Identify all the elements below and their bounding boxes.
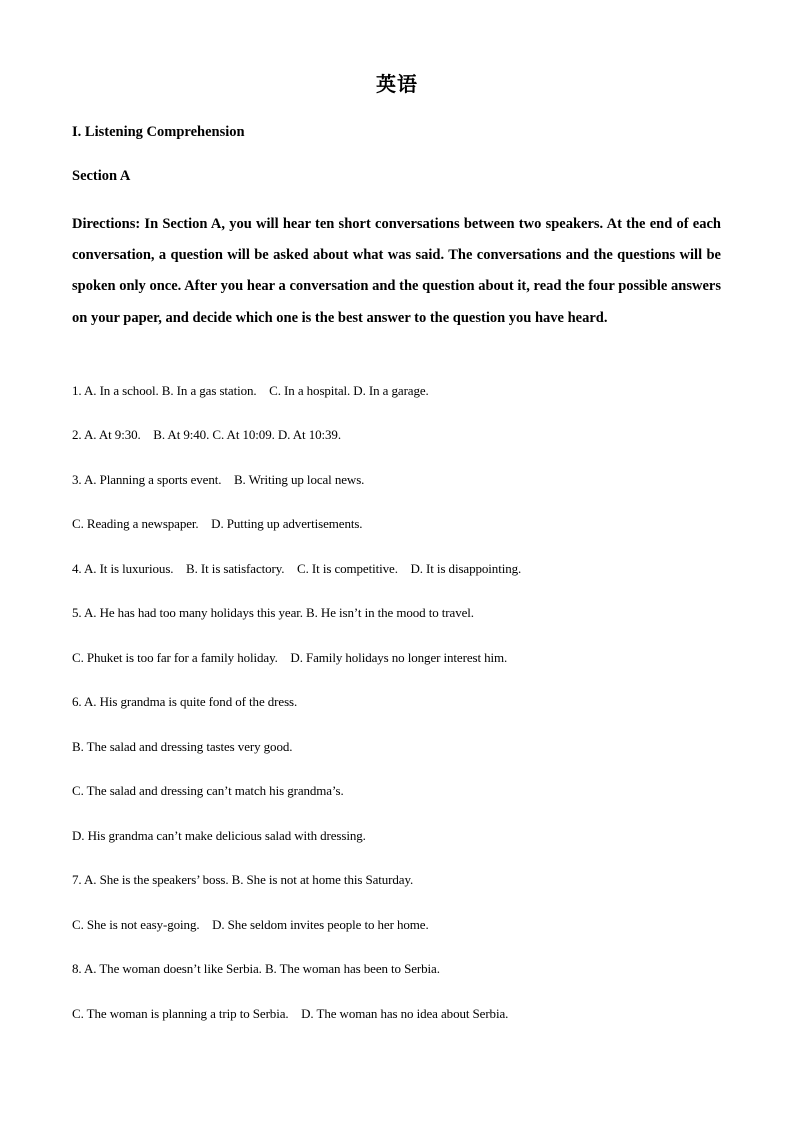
question-1-line: 1. A. In a school. B. In a gas station. C. In a hospital. D. In a garage. xyxy=(72,383,429,398)
question-6-option-b: B. The salad and dressing tastes very good. xyxy=(72,739,293,754)
part-heading: I. Listening Comprehension xyxy=(72,124,245,140)
question-4-line: 4. A. It is luxurious. B. It is satisfactory. C. It is competitive. D. It is disappointing. xyxy=(72,561,522,576)
question-8-line-1: 8. A. The woman doesn’t like Serbia. B. The woman has been to Serbia. xyxy=(72,961,440,976)
question-3-line-1: 3. A. Planning a sports event. B. Writing up local news. xyxy=(72,472,365,487)
question-6-option-c: C. The salad and dressing can’t match his grandma’s. xyxy=(72,783,344,798)
question-3-line-2: C. Reading a newspaper. D. Putting up advertisements. xyxy=(72,516,363,531)
question-7-line-1: 7. A. She is the speakers’ boss. B. She is not at home this Saturday. xyxy=(72,872,414,887)
section-heading: Section A xyxy=(72,168,131,184)
question-5-line-1: 5. A. He has had too many holidays this year. B. He isn’t in the mood to travel. xyxy=(72,605,474,620)
question-8-line-2: C. The woman is planning a trip to Serbia. D. The woman has no idea about Serbia. xyxy=(72,1006,509,1021)
question-6-option-d: D. His grandma can’t make delicious salad with dressing. xyxy=(72,828,366,843)
question-2-line: 2. A. At 9:30. B. At 9:40. C. At 10:09. D. At 10:39. xyxy=(72,427,341,442)
page-title: 英语 xyxy=(376,74,418,96)
question-7-line-2: C. She is not easy-going. D. She seldom invites people to her home. xyxy=(72,917,429,932)
directions-paragraph: Directions: In Section A, you will hear ten short conversations between two speakers. At the end of each conversation, a question will be asked about what was said. The conversations and the questions will be spoken only once. After you hear a conversation and the question about it, read the four possible answers on your paper, and decide which one is the best answer to the question you have heard. xyxy=(72,216,721,326)
question-5-line-2: C. Phuket is too far for a family holiday. D. Family holidays no longer interest him. xyxy=(72,650,508,665)
question-6-option-a: 6. A. His grandma is quite fond of the dress. xyxy=(72,694,298,709)
